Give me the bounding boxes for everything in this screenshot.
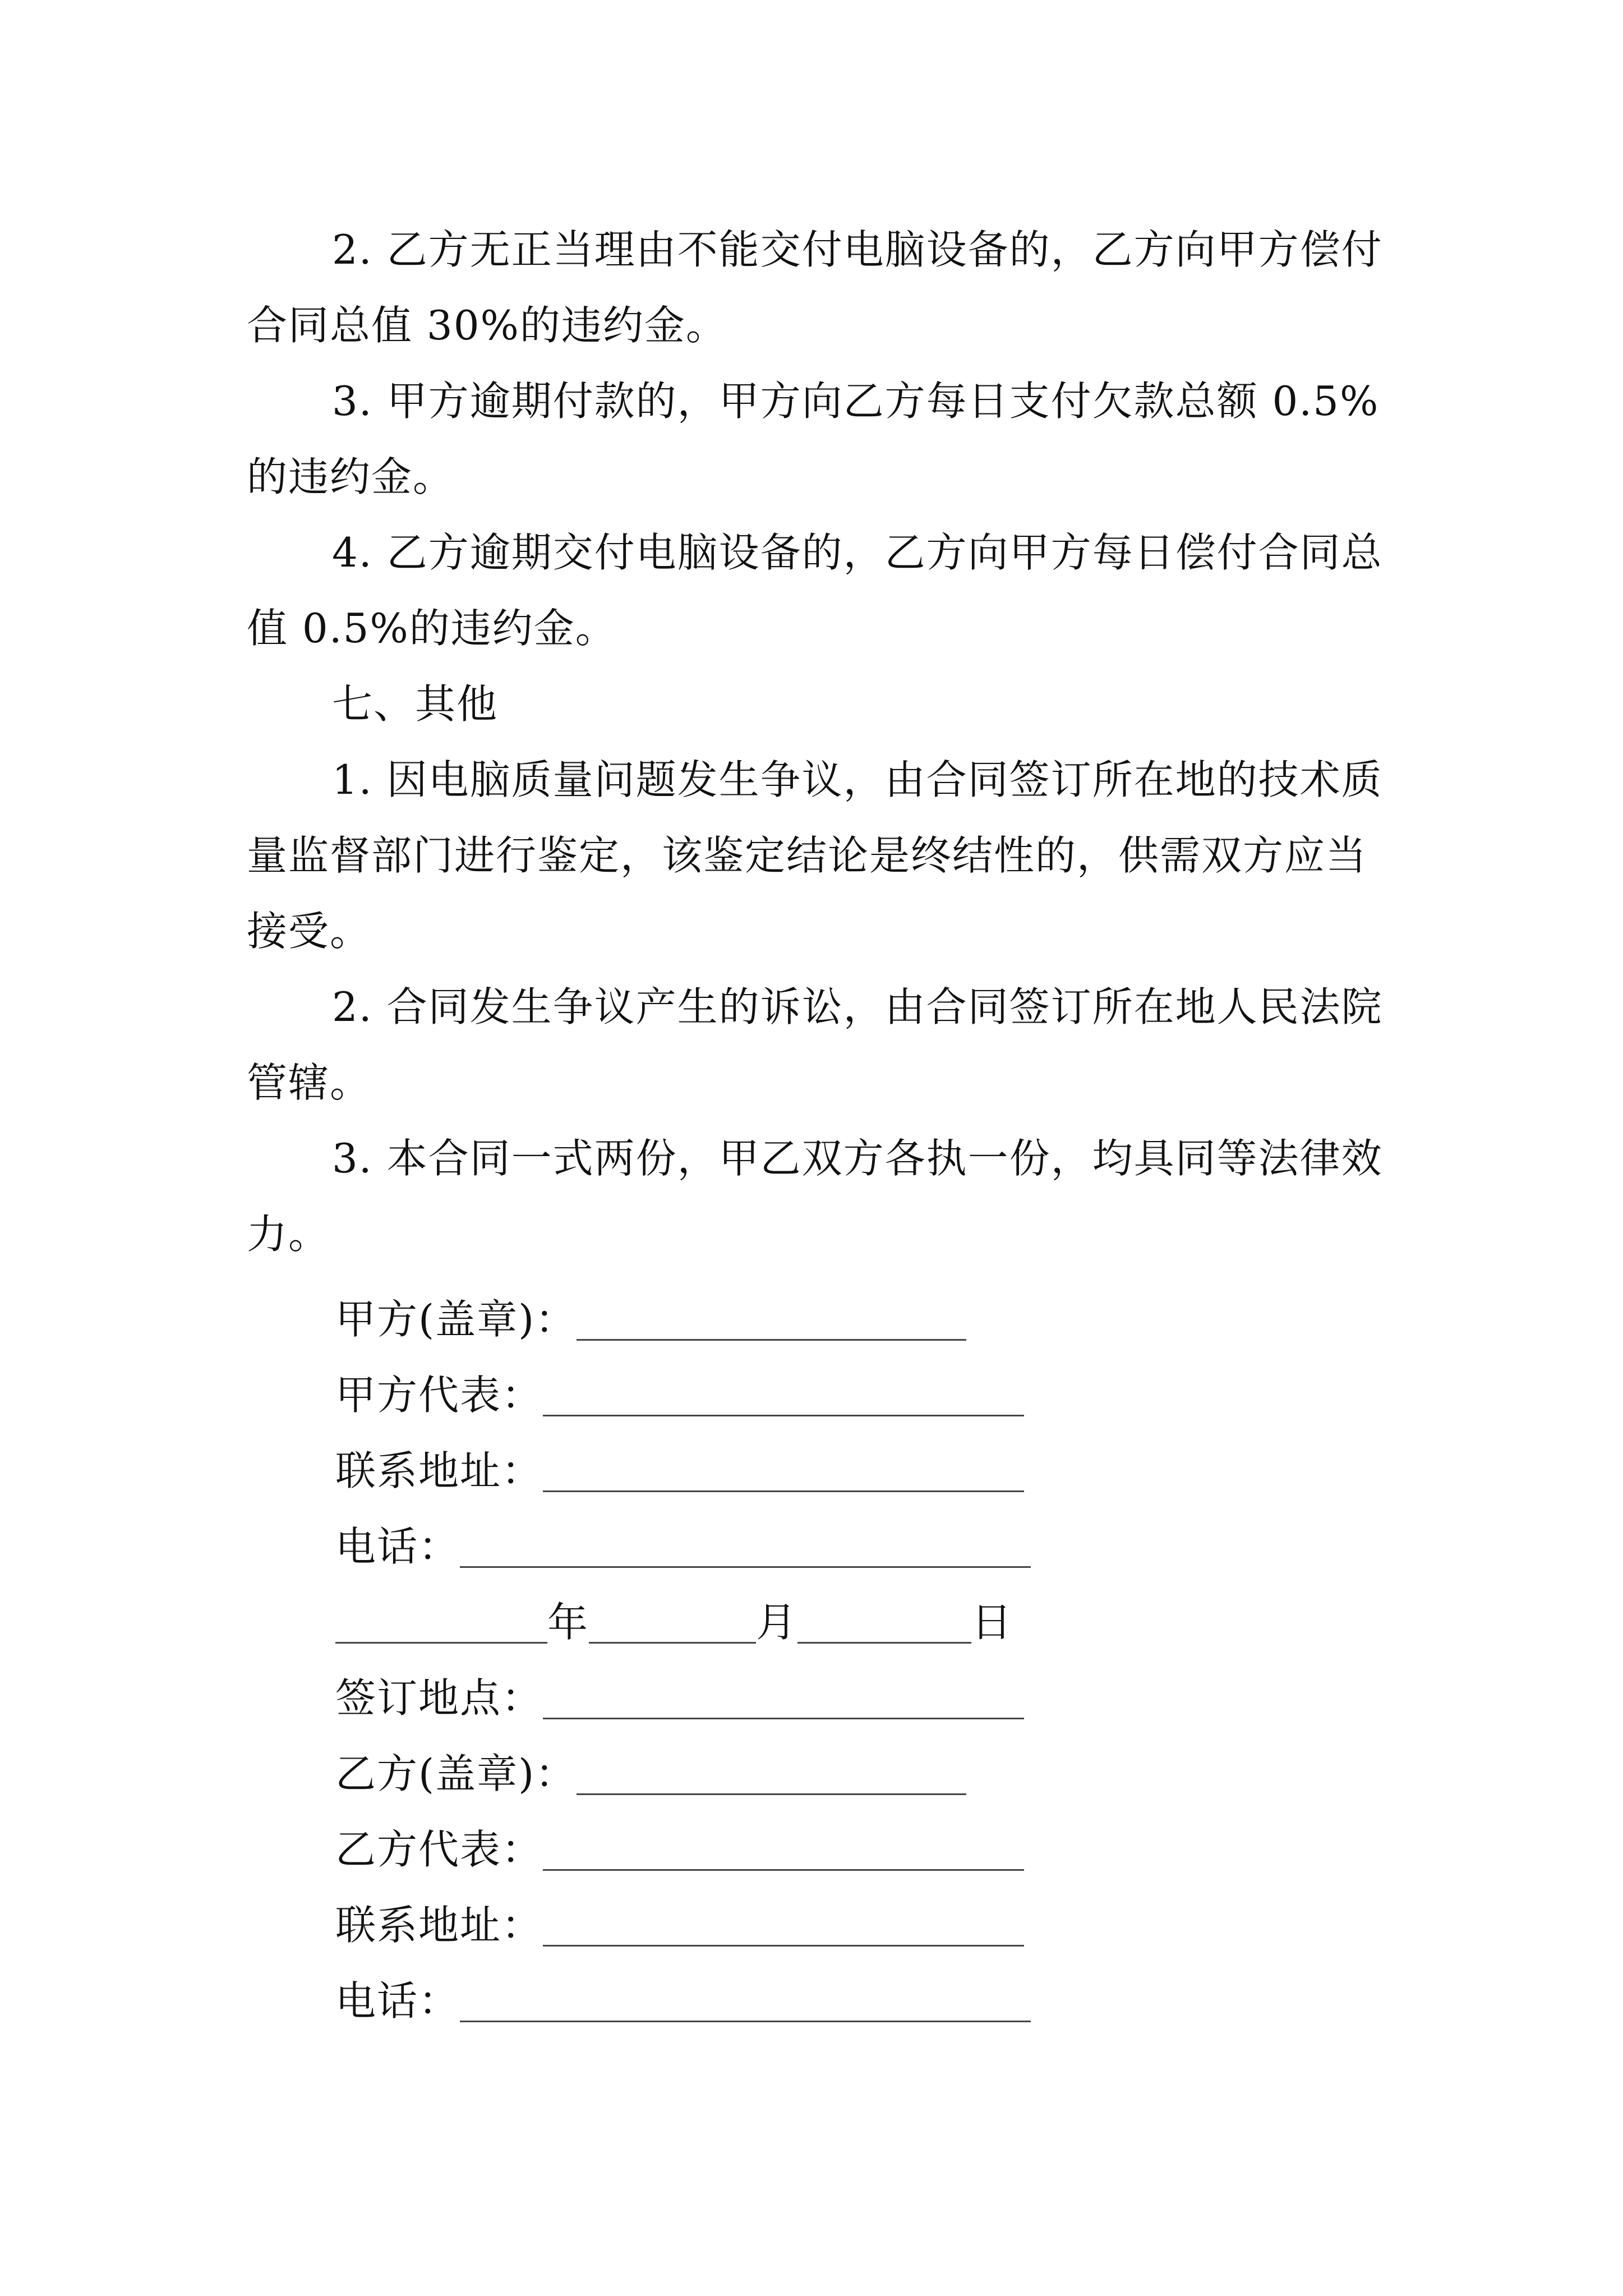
party-a-seal-label: 甲方(盖章)： — [335, 1296, 577, 1343]
clause-4-paragraph: 4. 乙方逾期交付电脑设备的，乙方向甲方每日偿付合同总值 0.5%的违约金。 — [247, 529, 1383, 652]
party-a-rep-blank — [543, 1414, 1024, 1416]
month-blank — [589, 1641, 756, 1644]
party-a-phone-row — [335, 1509, 1031, 1585]
signature-block — [335, 1282, 1031, 2039]
party-b-seal-label: 乙方(盖章)： — [335, 1750, 577, 1797]
party-b-phone-row — [335, 1963, 1031, 2039]
party-b-address-label: 联系地址： — [335, 1902, 543, 1949]
party-b-phone-blank — [460, 2020, 1031, 2022]
day-label: 日 — [971, 1599, 1013, 1646]
party-a-address-row — [335, 1433, 1031, 1509]
party-b-seal-row — [335, 1736, 1031, 1812]
section-heading-other: 七、其他 — [332, 680, 499, 728]
year-label: 年 — [547, 1599, 589, 1646]
sign-place-label: 签订地点： — [335, 1674, 543, 1722]
party-a-phone-label: 电话： — [335, 1523, 460, 1570]
other-clause-2-paragraph: 2. 合同发生争议产生的诉讼，由合同签订所在地人民法院管辖。 — [247, 983, 1383, 1106]
party-b-rep-label: 乙方代表： — [335, 1826, 543, 1873]
party-b-address-blank — [543, 1944, 1024, 1947]
party-a-address-blank — [543, 1490, 1024, 1492]
clause-3-paragraph: 3. 甲方逾期付款的，甲方向乙方每日支付欠款总额 0.5%的违约金。 — [247, 378, 1380, 500]
day-blank — [797, 1641, 971, 1644]
date-row — [335, 1585, 1031, 1660]
party-a-rep-label: 甲方代表： — [335, 1372, 543, 1419]
party-b-rep-row — [335, 1812, 1031, 1888]
party-b-phone-label: 电话： — [335, 1977, 460, 2024]
party-a-address-label: 联系地址： — [335, 1447, 543, 1494]
party-b-address-row — [335, 1888, 1031, 1963]
other-clause-3-paragraph: 3. 本合同一式两份，甲乙双方各执一份，均具同等法律效力。 — [247, 1135, 1383, 1258]
year-blank — [335, 1641, 547, 1644]
sign-place-row — [335, 1660, 1031, 1736]
month-label: 月 — [756, 1599, 798, 1646]
party-a-seal-blank — [577, 1338, 966, 1341]
party-b-seal-blank — [577, 1793, 966, 1795]
party-a-rep-row — [335, 1358, 1031, 1433]
party-a-phone-blank — [460, 1566, 1031, 1568]
party-a-seal-row — [335, 1282, 1031, 1358]
contract-body — [247, 212, 1402, 1272]
clause-2-paragraph: 2. 乙方无正当理由不能交付电脑设备的，乙方向甲方偿付合同总值 30%的违约金。 — [247, 226, 1383, 349]
sign-place-blank — [543, 1717, 1024, 1719]
other-clause-1-paragraph: 1. 因电脑质量问题发生争议，由合同签订所在地的技术质量监督部门进行鉴定，该鉴定结论是终结性的，供需双方应当接受。 — [247, 756, 1383, 955]
party-b-rep-blank — [543, 1869, 1024, 1871]
